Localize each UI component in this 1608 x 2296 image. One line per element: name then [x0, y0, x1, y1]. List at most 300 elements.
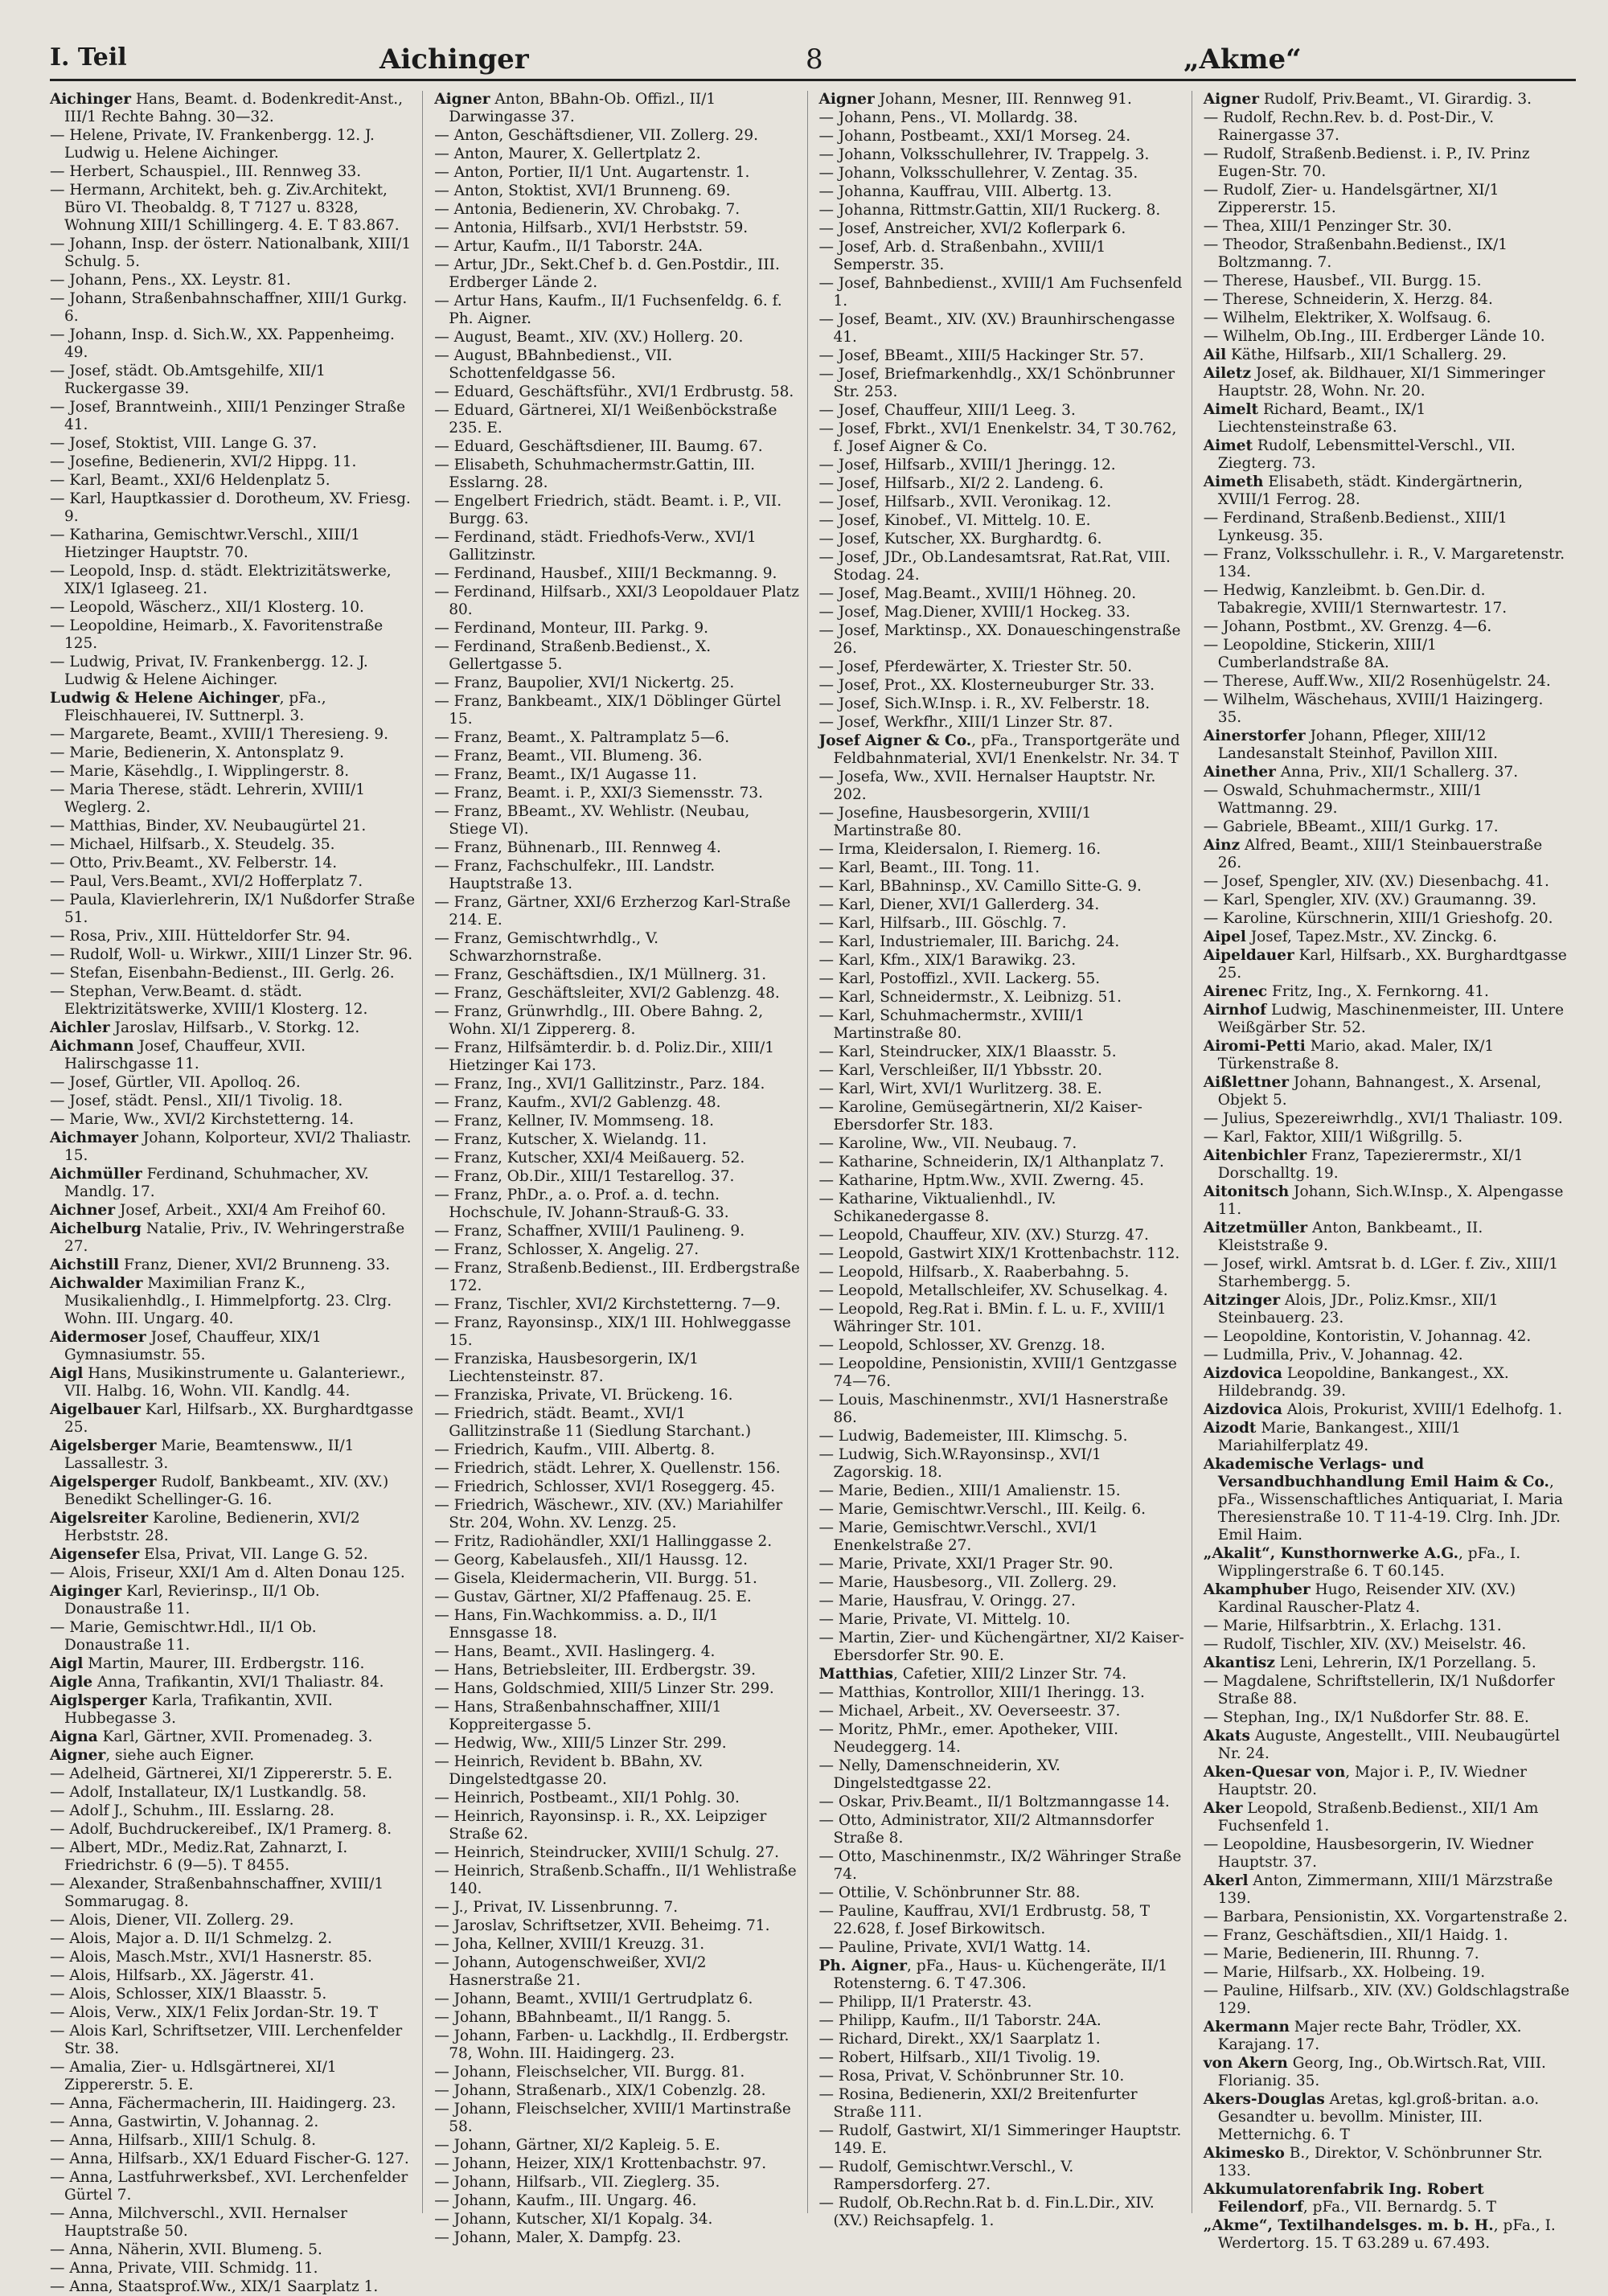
entry-details: — Ferdinand, Straßenb.Bedienst., X. Gellertgasse 5. — [434, 638, 712, 673]
directory-entry — [1204, 1456, 1569, 1544]
entry-details: — Karl, BBahninsp., XV. Camillo Sitte-G. 9. — [818, 878, 1142, 895]
directory-entry — [434, 1497, 800, 1532]
directory-entry — [1204, 1183, 1569, 1219]
entry-details: — Franziska, Private, VI. Brückeng. 16. — [434, 1387, 733, 1404]
directory-entry — [434, 1844, 800, 1862]
entry-name: Aichinger — [50, 91, 132, 108]
directory-entry — [50, 1437, 416, 1473]
directory-entry — [50, 2205, 416, 2241]
entry-details: — Josef, städt. Ob.Amtsgehilfe, XII/1 Ruckergasse 39. — [50, 363, 326, 397]
entry-name: Akantisz — [1203, 1654, 1275, 1671]
entry-name: Akademische Verlags- und Versandbuchhandlung Emil Haim & Co. — [1203, 1456, 1549, 1490]
entry-details: — Rudolf, Gastwirt, XI/1 Simmeringer Hauptstr. 149. E. — [818, 2122, 1182, 2157]
entry-details: — Adolf, Installateur, IX/1 Lustkandlg. 58. — [50, 1784, 367, 1801]
directory-entry — [819, 1721, 1185, 1757]
entry-name: Aigl — [50, 1365, 84, 1382]
entry-details: — Friedrich, städt. Lehrer, X. Quellenstr. 156. — [434, 1460, 781, 1477]
entry-details: — Oskar, Priv.Beamt., II/1 Boltzmanngasse 14. — [818, 1794, 1170, 1810]
entry-details: — Anton, Stoktist, XVI/1 Brunneng. 69. — [434, 182, 731, 199]
directory-entry — [50, 563, 416, 598]
entry-details: — Anna, Gastwirtin, V. Johannag. 2. — [50, 2114, 319, 2130]
entry-name: Aimet — [1203, 437, 1253, 454]
directory-entry — [819, 1630, 1185, 1665]
entry-details: — Paul, Vers.Beamt., XVI/2 Hofferplatz 7. — [50, 873, 363, 890]
directory-entry — [819, 714, 1185, 732]
entry-details: — Martin, Zier- und Küchengärtner, XI/2 Kaiser-Ebersdorfer Str. 90. E. — [818, 1630, 1184, 1664]
entry-details: — Leopold, Insp. d. städt. Elektrizitätswerke, XIX/1 Iglaseeg. 21. — [50, 563, 392, 597]
entry-name: Aißlettner — [1203, 1074, 1290, 1091]
entry-details: — Franz, BBeamt., XV. Wehlistr. (Neubau, Stiege VI). — [434, 803, 750, 838]
directory-entry — [1204, 637, 1569, 672]
directory-entry — [1204, 91, 1569, 109]
entry-details: — Franz, Ob.Dir., XIII/1 Testarellog. 37. — [434, 1168, 735, 1185]
directory-entry — [819, 1172, 1185, 1190]
entry-details: — Leopoldine, Stickerin, XIII/1 Cumberlandstraße 8A. — [1203, 637, 1437, 671]
entry-details: — Josef, Fbrkt., XVI/1 Enenkelstr. 34, T 30.762, f. Josef Aigner & Co. — [818, 420, 1177, 455]
entry-details: — Karl, Schuhmachermstr., XVIII/1 Martinstraße 80. — [818, 1007, 1085, 1042]
directory-entry — [1204, 892, 1569, 909]
directory-entry — [434, 2101, 800, 2136]
entry-details: — Anna, Hilfsarb., XIII/1 Schulg. 8. — [50, 2132, 317, 2149]
directory-entry — [819, 475, 1185, 493]
directory-entry — [1204, 1836, 1569, 1872]
entry-details: — Stefan, Eisenbahn-Bedienst., III. Gerlg. 26. — [50, 965, 395, 982]
entry-details: — Karl, Schneidermstr., X. Leibnizg. 51. — [818, 989, 1122, 1006]
directory-entry — [434, 1131, 800, 1149]
entry-details: Käthe, Hilfsarb., XII/1 Schallerg. 29. — [1226, 346, 1507, 363]
entry-details: Aretas, kgl.groß-britan. a.o. Gesandter u. bevollm. Minister, III. Metternichg. 6. T — [1217, 2091, 1540, 2143]
entry-details: — Marie, Hilfsarb., XX. Holbeing. 19. — [1203, 1964, 1486, 1981]
directory-entry — [50, 892, 416, 927]
entry-details: — Amalia, Zier- u. Hdlsgärtnerei, XI/1 Zippererstr. 5. E. — [50, 2059, 337, 2093]
entry-name: Aimelt — [1203, 401, 1259, 418]
entry-details: Johann, Bahnangest., X. Arsenal, Objekt 5. — [1217, 1074, 1542, 1109]
directory-entry — [819, 1099, 1185, 1134]
directory-entry — [1204, 1617, 1569, 1635]
entry-details: Anton, Bankbeamt., II. Kleiststraße 9. — [1217, 1220, 1483, 1254]
entry-details: — Johann, Beamt., XVIII/1 Gertrudplatz 6. — [434, 1991, 753, 2007]
directory-entry — [1204, 291, 1569, 309]
entry-name: Ludwig & Helene Aichinger — [50, 690, 280, 707]
entry-name: Aipel — [1203, 929, 1246, 945]
directory-entry — [50, 836, 416, 854]
entry-details: , pFa., Wissenschaftliches Antiquariat, I. Maria Theresienstraße 10. T 11-4-19. Clrg. Inh. JDr. Emil Haim. — [1217, 1474, 1564, 1544]
directory-entry — [50, 599, 416, 617]
entry-details: — Artur, JDr., Sekt.Chef b. d. Gen.Postdir., III. Erdberger Lände 2. — [434, 256, 780, 291]
directory-entry — [50, 1802, 416, 1820]
entry-details: , pFa., Haus- u. Küchengeräte, II/1 Rotensterng. 6. T 47.306. — [833, 1958, 1168, 1992]
entry-details: — Johann, Maler, X. Dampfg. 23. — [434, 2229, 682, 2246]
directory-entry — [434, 1808, 800, 1843]
directory-entry — [50, 690, 416, 725]
entry-name: Aigner — [434, 91, 490, 108]
entry-details: — Josef, städt. Pensl., XII/1 Tivolig. 18. — [50, 1093, 343, 1109]
directory-entry — [819, 165, 1185, 182]
directory-entry — [1204, 218, 1569, 236]
entry-details: — Alexander, Straßenbahnschaffner, XVIII/1 Sommarugag. 8. — [50, 1876, 384, 1910]
entry-details: — Franz, Beamt. i. P., XXI/3 Siemensstr. 73. — [434, 785, 763, 802]
directory-entry — [50, 435, 416, 453]
directory-entry — [434, 1150, 800, 1167]
directory-entry — [434, 638, 800, 674]
entry-details: — Karl, Industriemaler, III. Barichg. 24. — [818, 933, 1120, 950]
directory-entry — [434, 529, 800, 564]
directory-entry — [434, 457, 800, 492]
directory-entry — [819, 878, 1185, 896]
entry-name: Aichner — [50, 1202, 116, 1219]
directory-entry — [50, 1655, 416, 1673]
entry-name: Aigelsperger — [50, 1474, 157, 1490]
directory-entry — [50, 363, 416, 398]
entry-name: Aigner — [818, 91, 875, 108]
entry-details: — Gisela, Kleidermacherin, VII. Burgg. 51. — [434, 1570, 757, 1587]
column-3 — [818, 91, 1192, 2229]
directory-entry — [50, 1329, 416, 1364]
entry-details: Leni, Lehrerin, IX/1 Porzellang. 5. — [1274, 1654, 1536, 1671]
entry-details: — Heinrich, Rayonsinsp. i. R., XX. Leipziger Straße 62. — [434, 1808, 767, 1843]
entry-details: — Rudolf, Tischler, XIV. (XV.) Meiselstr. 46. — [1203, 1636, 1527, 1653]
directory-entry — [50, 1546, 416, 1564]
directory-entry — [50, 1510, 416, 1545]
directory-entry — [434, 1441, 800, 1459]
directory-entry — [819, 2012, 1185, 2030]
entry-details: Alois, Prokurist, XVIII/1 Edelhofg. 1. — [1282, 1401, 1563, 1418]
entry-details: Anton, BBahn-Ob. Offizl., II/1 Darwingasse 37. — [449, 91, 716, 125]
entry-name: Aichler — [50, 1019, 110, 1036]
directory-entry — [434, 146, 800, 163]
entry-details: — Hedwig, Ww., XIII/5 Linzer Str. 299. — [434, 1735, 727, 1752]
entry-details: — Josef, Pferdewärter, X. Triester Str. 50. — [818, 658, 1133, 675]
entry-name: Airnhof — [1203, 1002, 1267, 1019]
directory-entry — [50, 2241, 416, 2259]
entry-details: — Wilhelm, Wäschehaus, XVIII/1 Haizingerg. 35. — [1203, 691, 1544, 726]
entry-details: — Josef, Anstreicher, XVI/2 Koflerpark 6. — [818, 220, 1126, 237]
entry-details: — Johann, Postbeamt., XXI/1 Morseg. 24. — [818, 128, 1131, 145]
directory-entry — [819, 549, 1185, 584]
entry-details: — Alois, Hilfsarb., XX. Jägerstr. 41. — [50, 1967, 314, 1984]
entry-name: Aichmayer — [50, 1130, 138, 1146]
entry-details: — Pauline, Hilfsarb., XIV. (XV.) Goldschlagstraße 129. — [1203, 1982, 1570, 2017]
entry-details: — Karoline, Kürschnerin, XIII/1 Grieshofg. 20. — [1203, 910, 1553, 927]
entry-details: — Rudolf, Rechn.Rev. b. d. Post-Dir., V. Rainergasse 37. — [1203, 109, 1495, 144]
section-label: I. Teil — [50, 43, 127, 72]
directory-entry — [1204, 1038, 1569, 1073]
entry-details: Hans, Musikinstrumente u. Galanteriewr., VII. Halbg. 16, Wohn. VII. Kandlg. 44. — [64, 1365, 406, 1400]
entry-name: Aigl — [50, 1655, 84, 1672]
entry-details: — Alois, Masch.Mstr., XVI/1 Hasnerstr. 85. — [50, 1949, 372, 1966]
entry-details: — Heinrich, Postbeamt., XII/1 Pohlg. 30. — [434, 1790, 740, 1806]
directory-entry — [819, 1392, 1185, 1427]
directory-entry — [1204, 929, 1569, 946]
entry-details: — Hedwig, Kanzleibmt. b. Gen.Dir. d. Tabakregie, XVIII/1 Sternwartestr. 17. — [1203, 582, 1508, 617]
entry-details: — Heinrich, Straßenb.Schaffn., II/1 Wehlistraße 140. — [434, 1863, 797, 1897]
directory-entry — [434, 164, 800, 182]
directory-entry — [819, 366, 1185, 401]
entry-details: Maximilian Franz K., Musikalienhdlg., I. Himmelpfortg. 23. Clrg. Wohn. III. Ungarg. 40. — [64, 1275, 392, 1327]
entry-details: — Karl, Diener, XVI/1 Gallerderg. 34. — [818, 896, 1100, 913]
directory-entry — [50, 182, 416, 235]
entry-details: — Franz, Grünwrhdlg., III. Obere Bahng. 2, Wohn. XI/1 Zippererg. 8. — [434, 1003, 764, 1038]
entry-details: — Franz, Beamt., IX/1 Augasse 11. — [434, 766, 697, 783]
entry-details: Natalie, Priv., IV. Wehringerstraße 27. — [64, 1220, 405, 1255]
directory-entry — [819, 1556, 1185, 1573]
entry-details: — Fritz, Radiohändler, XXI/1 Hallinggasse 2. — [434, 1533, 773, 1550]
directory-entry — [50, 654, 416, 689]
entry-name: Aizdovica — [1203, 1401, 1282, 1418]
entry-details: — Alois, Major a. D. II/1 Schmelzg. 2. — [50, 1930, 333, 1947]
directory-entry — [819, 1154, 1185, 1171]
entry-details: — Eduard, Gärtnerei, XI/1 Weißenböckstraße 235. E. — [434, 402, 777, 437]
directory-entry — [1204, 1110, 1569, 1128]
directory-entry — [819, 275, 1185, 310]
entry-details: Auguste, Angestellt., VIII. Neubaugürtel Nr. 24. — [1217, 1728, 1561, 1762]
directory-entry — [434, 293, 800, 328]
directory-entry — [1204, 328, 1569, 346]
entry-details: — Marie, Ww., XVI/2 Kirchstetterng. 14. — [50, 1111, 355, 1128]
directory-entry — [1204, 673, 1569, 691]
directory-entry — [434, 2009, 800, 2027]
directory-entry — [819, 1007, 1185, 1043]
directory-entry — [50, 965, 416, 982]
entry-details: — Johann, Kaufm., III. Ungarg. 46. — [434, 2192, 697, 2209]
entry-name: Akats — [1203, 1728, 1250, 1745]
directory-entry — [434, 803, 800, 838]
directory-entry — [1204, 2019, 1569, 2054]
entry-details: — Johann, Volksschullehrer, V. Zentag. 35. — [818, 165, 1138, 182]
entry-details: , pFa., I. Werdertorg. 15. T 63.289 u. 67.493. — [1217, 2217, 1556, 2252]
directory-entry — [434, 1991, 800, 2008]
directory-entry — [819, 1301, 1185, 1336]
directory-entry — [50, 2278, 416, 2296]
entry-name: Aimeth — [1203, 474, 1264, 490]
entry-name: Aigelsreiter — [50, 1510, 149, 1527]
directory-entry — [819, 1611, 1185, 1629]
directory-entry — [819, 402, 1185, 420]
entry-details: — Karl, Steindrucker, XIX/1 Blaasstr. 5. — [818, 1043, 1117, 1060]
entry-details: Leopoldine, Bankangest., XX. Hildebrandg. 39. — [1217, 1365, 1509, 1400]
entry-details: — Johann, Fleischselcher, VII. Burgg. 81. — [434, 2064, 745, 2081]
entry-details: — Marie, Private, XXI/1 Prager Str. 90. — [818, 1556, 1114, 1572]
entry-details: B., Direktor, V. Schönbrunner Str. 133. — [1217, 2145, 1543, 2179]
entry-details: — Ludmilla, Priv., V. Johannag. 42. — [1203, 1347, 1463, 1363]
directory-entry — [50, 453, 416, 471]
entry-details: — Josef, Sich.W.Insp. i. R., XV. Felberstr. 18. — [818, 695, 1151, 712]
entry-details: — Johann, Postbmt., XV. Grenzg. 4—6. — [1203, 618, 1492, 635]
directory-entry — [1204, 1328, 1569, 1346]
directory-entry — [434, 584, 800, 619]
entry-details: — Rudolf, Straßenb.Bedienst. i. P., IV. Prinz Eugen-Str. 70. — [1203, 146, 1530, 180]
entry-details: — Karl, Hilfsarb., III. Göschlg. 7. — [818, 915, 1067, 932]
entry-columns — [50, 91, 1576, 2295]
directory-entry — [434, 1552, 800, 1569]
directory-entry — [819, 933, 1185, 951]
entry-details: — Katharine, Schneiderin, IX/1 Althanplatz 7. — [818, 1154, 1164, 1171]
directory-entry — [819, 1191, 1185, 1226]
directory-entry — [819, 1337, 1185, 1355]
directory-entry — [50, 2059, 416, 2094]
directory-entry — [434, 127, 800, 145]
entry-details: — Pauline, Private, XVI/1 Wattg. 14. — [818, 1939, 1091, 1956]
directory-entry — [1204, 1256, 1569, 1291]
entry-details: — Anna, Private, VIII. Schmidg. 11. — [50, 2260, 318, 2277]
entry-details: — Michael, Hilfsarb., X. Steudelg. 35. — [50, 836, 335, 853]
entry-details: — Franz, Beamt., X. Paltramplatz 5—6. — [434, 729, 730, 746]
entry-details: Elisabeth, städt. Kindergärtnerin, XVIII/1 Ferrog. 28. — [1217, 474, 1523, 508]
entry-details: — Franz, Gemischtwrhdlg., V. Schwarzhornstraße. — [434, 930, 658, 965]
entry-details: — Julius, Spezereiwrhdlg., XVI/1 Thaliastr. 109. — [1203, 1110, 1563, 1127]
directory-entry — [50, 2150, 416, 2168]
entry-details: — Anna, Staatsprof.Ww., XIX/1 Saarplatz 1. — [50, 2278, 379, 2295]
entry-details: — Franz, Fachschulfekr., III. Landstr. Hauptstraße 13. — [434, 858, 716, 892]
entry-details: — Gustav, Gärtner, XI/2 Pfaffenaug. 25. E. — [434, 1589, 752, 1605]
entry-details: — Johann, Hilfsarb., VII. Zieglerg. 35. — [434, 2174, 720, 2191]
directory-entry — [50, 744, 416, 762]
entry-details: — Wilhelm, Ob.Ing., III. Erdberger Lände 10. — [1203, 328, 1545, 345]
directory-entry — [434, 1387, 800, 1404]
entry-details: Karl, Hilfsarb., XX. Burghardtgasse 25. — [64, 1401, 414, 1436]
entry-details: — Karl, Faktor, XIII/1 Wißgrillg. 5. — [1203, 1129, 1463, 1146]
entry-name: „Akme“, Textilhandelsges. m. b. H. — [1203, 2217, 1494, 2234]
entry-details: — August, BBahnbedienst., VII. Schottenfeldgasse 56. — [434, 347, 673, 382]
entry-details: — Hans, Goldschmied, XIII/5 Linzer Str. 299. — [434, 1680, 774, 1697]
entry-details: — Franz, Kellner, IV. Mommseng. 18. — [434, 1113, 715, 1130]
directory-entry — [819, 1593, 1185, 1610]
directory-entry — [434, 839, 800, 857]
entry-details: — Anna, Milchverschl., XVII. Hernalser Hauptstraße 50. — [50, 2205, 347, 2240]
directory-entry — [434, 1607, 800, 1642]
entry-details: Rudolf, Bankbeamt., XIV. (XV.) Benedikt Schellinger-G. 16. — [64, 1474, 389, 1508]
entry-details: Josef, Chauffeur, XIX/1 Gymnasiumstr. 55. — [64, 1329, 322, 1363]
directory-entry — [819, 915, 1185, 933]
entry-details: — Josef, Chauffeur, XIII/1 Leeg. 3. — [818, 402, 1076, 419]
directory-entry — [50, 326, 416, 362]
entry-details: — Josef, Hilfsarb., XI/2 2. Landeng. 6. — [818, 475, 1104, 492]
entry-name: Aizdovica — [1203, 1365, 1282, 1382]
entry-details: — Friedrich, Kaufm., VIII. Albertg. 8. — [434, 1441, 716, 1458]
entry-details: — Karl, Postoffizl., XVII. Lackerg. 55. — [818, 970, 1101, 987]
entry-details: — August, Beamt., XIV. (XV.) Hollerg. 20. — [434, 329, 744, 346]
directory-entry — [50, 290, 416, 326]
directory-entry — [50, 1474, 416, 1509]
entry-details: — Georg, Kabelausfeh., XII/1 Haussg. 12. — [434, 1552, 749, 1568]
entry-details: — Franz, Beamt., VII. Blumeng. 36. — [434, 748, 703, 765]
directory-entry — [434, 1570, 800, 1588]
entry-details: — Ludwig, Sich.W.Rayonsinsp., XVI/1 Zagorskig. 18. — [818, 1446, 1101, 1481]
entry-details: — Johann, Fleischselcher, XVIII/1 Martinstraße 58. — [434, 2101, 791, 2135]
entry-details: — Thea, XIII/1 Penzinger Str. 30. — [1203, 218, 1452, 235]
entry-details: — Friedrich, Wäschewr., XIV. (XV.) Mariahilfer Str. 204, Wohn. XV. Lenzg. 25. — [434, 1497, 783, 1531]
entry-details: — Franziska, Hausbesorgerin, IX/1 Liechtensteinstr. 87. — [434, 1351, 699, 1385]
directory-entry — [50, 1130, 416, 1165]
directory-entry — [50, 1365, 416, 1400]
entry-name: Akimesko — [1203, 2145, 1285, 2162]
directory-entry — [1204, 474, 1569, 509]
directory-entry — [1204, 236, 1569, 272]
directory-entry — [50, 617, 416, 653]
directory-entry — [50, 2169, 416, 2204]
directory-entry — [434, 894, 800, 929]
entry-details: — Otto, Maschinenmstr., IX/2 Währinger Straße 74. — [818, 1848, 1182, 1883]
entry-details: — Louis, Maschinenmstr., XVI/1 Hasnerstraße 86. — [818, 1392, 1168, 1426]
directory-entry — [819, 989, 1185, 1007]
directory-entry — [434, 2211, 800, 2228]
directory-entry — [1204, 1365, 1569, 1400]
directory-entry — [1204, 1074, 1569, 1109]
entry-details: — Josef, Hilfsarb., XVIII/1 Jheringg. 12. — [818, 457, 1116, 474]
entry-details: — Johanna, Kauffrau, VIII. Albertg. 13. — [818, 183, 1112, 200]
directory-entry — [434, 1643, 800, 1661]
directory-entry — [819, 1428, 1185, 1445]
entry-details: — Therese, Auff.Ww., XII/2 Rosenhügelstr. 24. — [1203, 673, 1551, 690]
directory-entry — [50, 781, 416, 817]
entry-details: Hans, Beamt. d. Bodenkredit-Anst., III/1 Rechte Bahng. 30—32. — [64, 91, 404, 125]
directory-entry — [434, 2155, 800, 2173]
directory-entry — [819, 1794, 1185, 1811]
entry-details: — Karl, Verschleißer, II/1 Ybbsstr. 20. — [818, 1062, 1102, 1079]
directory-entry — [50, 1074, 416, 1092]
directory-entry — [434, 1351, 800, 1386]
entry-details: , Major i. P., IV. Wiedner Hauptstr. 20. — [1217, 1764, 1527, 1798]
directory-entry — [819, 1666, 1185, 1683]
entry-details: — Anna, Lastfuhrwerksbef., XVI. Lerchenfelder Gürtel 7. — [50, 2169, 408, 2204]
directory-entry — [434, 1260, 800, 1295]
directory-entry — [1204, 437, 1569, 473]
directory-entry — [50, 1111, 416, 1129]
entry-details: Georg, Ing., Ob.Wirtsch.Rat, VIII. Florianig. 35. — [1217, 2055, 1546, 2089]
directory-entry — [434, 2137, 800, 2155]
directory-entry — [819, 658, 1185, 676]
entry-name: Aitzinger — [1203, 1292, 1281, 1309]
entry-details: — Marie, Bedienerin, X. Antonsplatz 9. — [50, 744, 345, 761]
entry-name: Matthias — [818, 1666, 893, 1683]
directory-entry — [1204, 818, 1569, 836]
entry-details: — Marie, Bedien., XIII/1 Amalienstr. 15. — [818, 1482, 1121, 1499]
directory-entry — [434, 201, 800, 219]
directory-entry — [434, 1680, 800, 1698]
entry-details: — Karoline, Ww., VII. Neubaug. 7. — [818, 1135, 1077, 1152]
entry-name: Ainether — [1203, 764, 1276, 781]
directory-entry — [434, 438, 800, 456]
entry-details: Karl, Hilfsarb., XX. Burghardtgasse 25. — [1217, 947, 1567, 982]
entry-name: Aker — [1203, 1800, 1243, 1817]
directory-entry — [819, 494, 1185, 511]
directory-entry — [819, 695, 1185, 713]
entry-details: — Irma, Kleidersalon, I. Riemerg. 16. — [818, 841, 1101, 858]
directory-entry — [434, 1478, 800, 1496]
directory-entry — [1204, 1909, 1569, 1926]
directory-entry — [50, 928, 416, 945]
directory-entry — [434, 219, 800, 237]
entry-details: Ludwig, Maschinenmeister, III. Untere Weißgärber Str. 52. — [1217, 1002, 1565, 1036]
entry-details: Hugo, Reisender XIV. (XV.) Kardinal Rauscher-Platz 4. — [1217, 1581, 1516, 1616]
entry-details: Karl, Revierinsp., II/1 Ob. Donaustraße 11. — [64, 1583, 320, 1617]
entry-details: — Leopold, Hilfsarb., X. Raaberbahng. 5. — [818, 1264, 1130, 1281]
entry-name: Aitonitsch — [1203, 1183, 1290, 1200]
entry-details: — Franz, Straßenb.Bedienst., III. Erdbergstraße 172. — [434, 1260, 800, 1294]
entry-details: — Karl, Hauptkassier d. Dorotheum, XV. Friesg. 9. — [50, 490, 411, 525]
directory-entry — [434, 1699, 800, 1734]
directory-entry — [819, 1574, 1185, 1592]
entry-details: — Johanna, Rittmstr.Gattin, XII/1 Ruckerg. 8. — [818, 202, 1161, 219]
directory-entry — [434, 2064, 800, 2081]
directory-entry — [819, 841, 1185, 859]
directory-entry — [1204, 1982, 1569, 2018]
header-last-entry: „Akme“ — [1183, 43, 1302, 76]
directory-entry — [1204, 346, 1569, 364]
directory-entry — [1204, 146, 1569, 181]
directory-entry — [50, 1839, 416, 1875]
directory-entry — [434, 1790, 800, 1807]
